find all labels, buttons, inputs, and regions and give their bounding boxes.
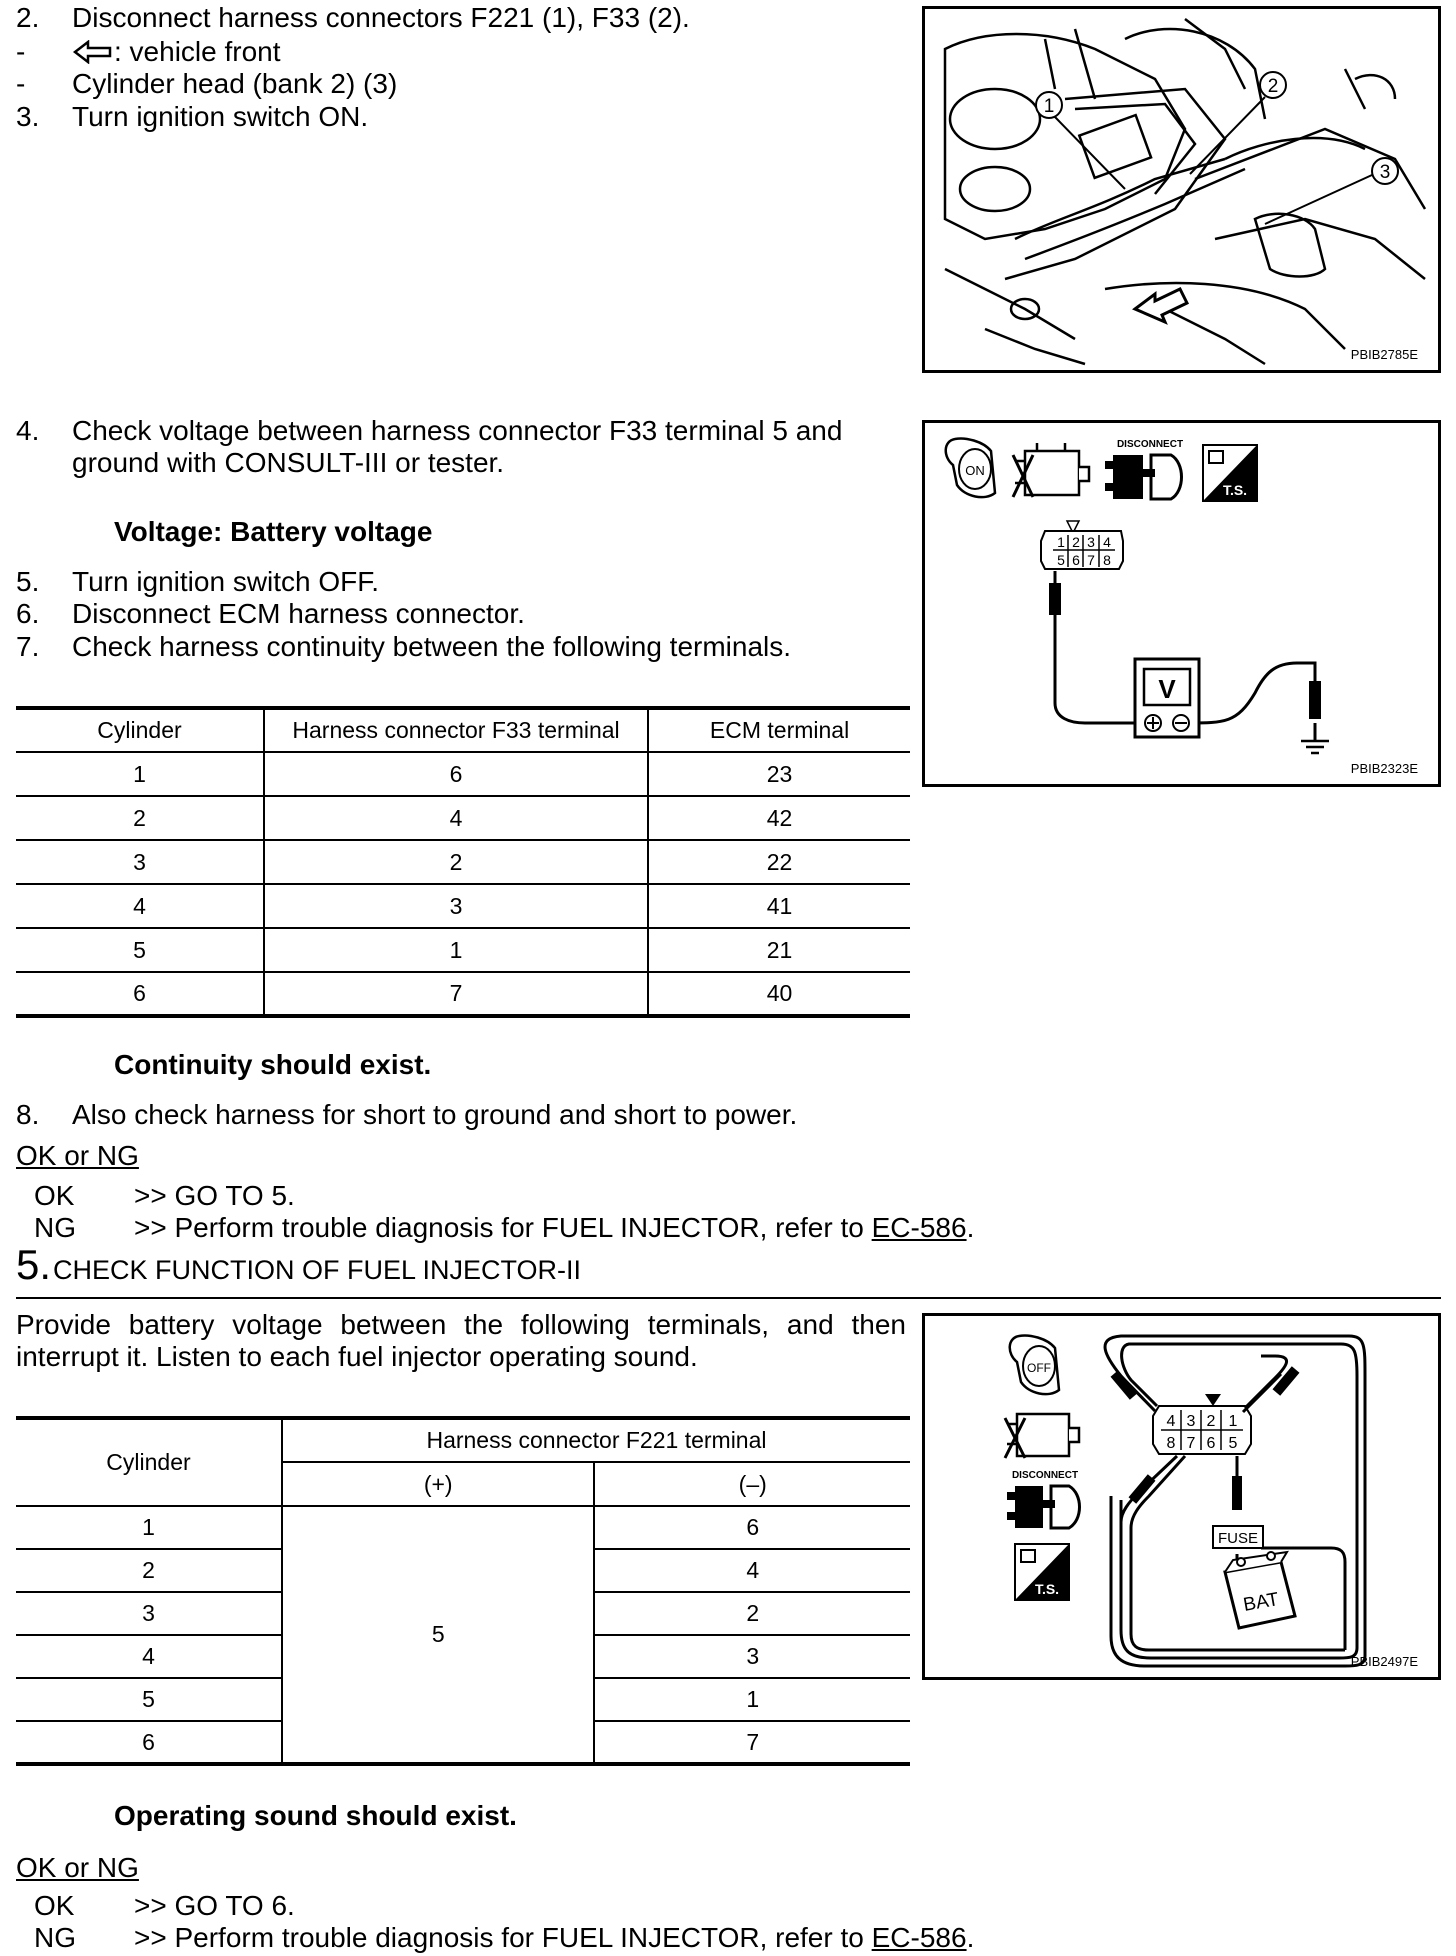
section5-intro-line2: interrupt it. Listen to each fuel injector operating sound. xyxy=(16,1341,698,1372)
figure-injector-check xyxy=(922,1313,1441,1680)
section-divider xyxy=(16,1297,1441,1299)
plus-terminal-value: 5 xyxy=(282,1506,595,1764)
svg-text:T.S.: T.S. xyxy=(1034,1581,1060,1597)
sound-spec: Operating sound should exist. xyxy=(114,1800,517,1831)
service-manual-icon xyxy=(1015,1544,1069,1600)
disconnect-connector-icon xyxy=(1007,1486,1080,1528)
svg-text:OFF: OFF xyxy=(1027,1361,1051,1375)
svg-text:3: 3 xyxy=(1087,534,1095,550)
battery-icon xyxy=(1225,1552,1295,1628)
figure-code: PBIB2785E xyxy=(1350,347,1418,362)
engine-icon xyxy=(1013,443,1089,497)
svg-text:7: 7 xyxy=(1087,552,1095,568)
engine-illustration xyxy=(925,9,1438,370)
svg-text:8: 8 xyxy=(1103,552,1111,568)
table-row: 5 1 xyxy=(16,1678,910,1721)
figure-engine-connectors xyxy=(922,6,1441,373)
svg-text:4: 4 xyxy=(1166,1413,1176,1430)
svg-text:2: 2 xyxy=(1206,1413,1216,1430)
callout-3: 3 xyxy=(1379,162,1391,183)
ignition-key-icon xyxy=(946,439,995,498)
table-row: 5 1 21 xyxy=(16,928,910,972)
table-row: 1 5 6 xyxy=(16,1506,910,1549)
engine-icon xyxy=(1005,1414,1079,1458)
injector-check-diagram xyxy=(925,1316,1438,1677)
svg-text:6: 6 xyxy=(1206,1435,1216,1452)
voltage-spec: Voltage: Battery voltage xyxy=(114,516,433,547)
section5-intro-line1: Provide battery voltage between the following terminals, and then xyxy=(16,1309,906,1340)
svg-text:4: 4 xyxy=(1103,534,1111,550)
continuity-table xyxy=(16,706,910,1018)
disconnect-connector-icon xyxy=(1105,455,1182,499)
callout-1: 1 xyxy=(1043,96,1055,117)
svg-text:FUSE: FUSE xyxy=(1217,1530,1259,1547)
svg-text:V: V xyxy=(1158,674,1176,704)
figure-code: PBIB2323E xyxy=(1350,761,1418,776)
table-row: 6 7 40 xyxy=(16,972,910,1016)
disconnect-label: DISCONNECT xyxy=(1116,439,1184,450)
col-ecm-terminal: ECM terminal xyxy=(648,708,910,752)
svg-text:3: 3 xyxy=(1186,1413,1196,1430)
col-cylinder: Cylinder xyxy=(16,708,264,752)
connector-f33 xyxy=(1041,521,1123,569)
section-heading: 5.CHECK FUNCTION OF FUEL INJECTOR-II xyxy=(16,1241,582,1288)
svg-text:8: 8 xyxy=(1166,1435,1176,1452)
result-heading: OK or NG xyxy=(16,1852,139,1883)
arrow-left-icon xyxy=(72,40,114,64)
disconnect-label: DISCONNECT xyxy=(1011,1470,1079,1481)
ground-icon xyxy=(1301,741,1329,753)
table-row: 3 2 xyxy=(16,1592,910,1635)
injector-terminal-table xyxy=(16,1416,910,1766)
voltage-check-diagram xyxy=(925,423,1438,784)
svg-text:5: 5 xyxy=(1228,1435,1238,1452)
connector-f221 xyxy=(1153,1394,1251,1454)
svg-text:5: 5 xyxy=(1057,552,1065,568)
svg-text:BAT: BAT xyxy=(1241,1589,1281,1616)
service-manual-icon xyxy=(1203,445,1257,501)
table-row: 3 2 22 xyxy=(16,840,910,884)
svg-text:1: 1 xyxy=(1228,1413,1238,1430)
table-row: 2 4 xyxy=(16,1549,910,1592)
voltmeter-icon xyxy=(1135,659,1199,737)
table-row: 2 4 42 xyxy=(16,796,910,840)
figure-voltage-check xyxy=(922,420,1441,787)
svg-text:6: 6 xyxy=(1072,552,1080,568)
col-cylinder: Cylinder xyxy=(16,1418,282,1506)
svg-text:ON: ON xyxy=(965,463,985,478)
ec-586-link[interactable]: EC-586 xyxy=(871,1922,967,1953)
col-plus: (+) xyxy=(282,1462,595,1506)
table-row: 4 3 xyxy=(16,1635,910,1678)
callout-2: 2 xyxy=(1267,76,1279,97)
ignition-key-icon xyxy=(1010,1336,1059,1395)
svg-text:T.S.: T.S. xyxy=(1222,482,1248,498)
col-f33-terminal: Harness connector F33 terminal xyxy=(264,708,648,752)
result-heading: OK or NG xyxy=(16,1140,139,1171)
continuity-spec: Continuity should exist. xyxy=(114,1049,432,1080)
figure-code: PBIB2497E xyxy=(1350,1654,1418,1669)
table-row: 4 3 41 xyxy=(16,884,910,928)
ec-586-link[interactable]: EC-586 xyxy=(871,1212,967,1243)
col-f221-terminal: Harness connector F221 terminal xyxy=(282,1418,910,1462)
table-row: 1 6 23 xyxy=(16,752,910,796)
svg-text:7: 7 xyxy=(1186,1435,1196,1452)
svg-text:1: 1 xyxy=(1057,534,1065,550)
fuse-icon xyxy=(1213,1526,1263,1548)
table-row: 6 7 xyxy=(16,1721,910,1764)
col-minus: (–) xyxy=(594,1462,910,1506)
svg-text:2: 2 xyxy=(1072,534,1080,550)
